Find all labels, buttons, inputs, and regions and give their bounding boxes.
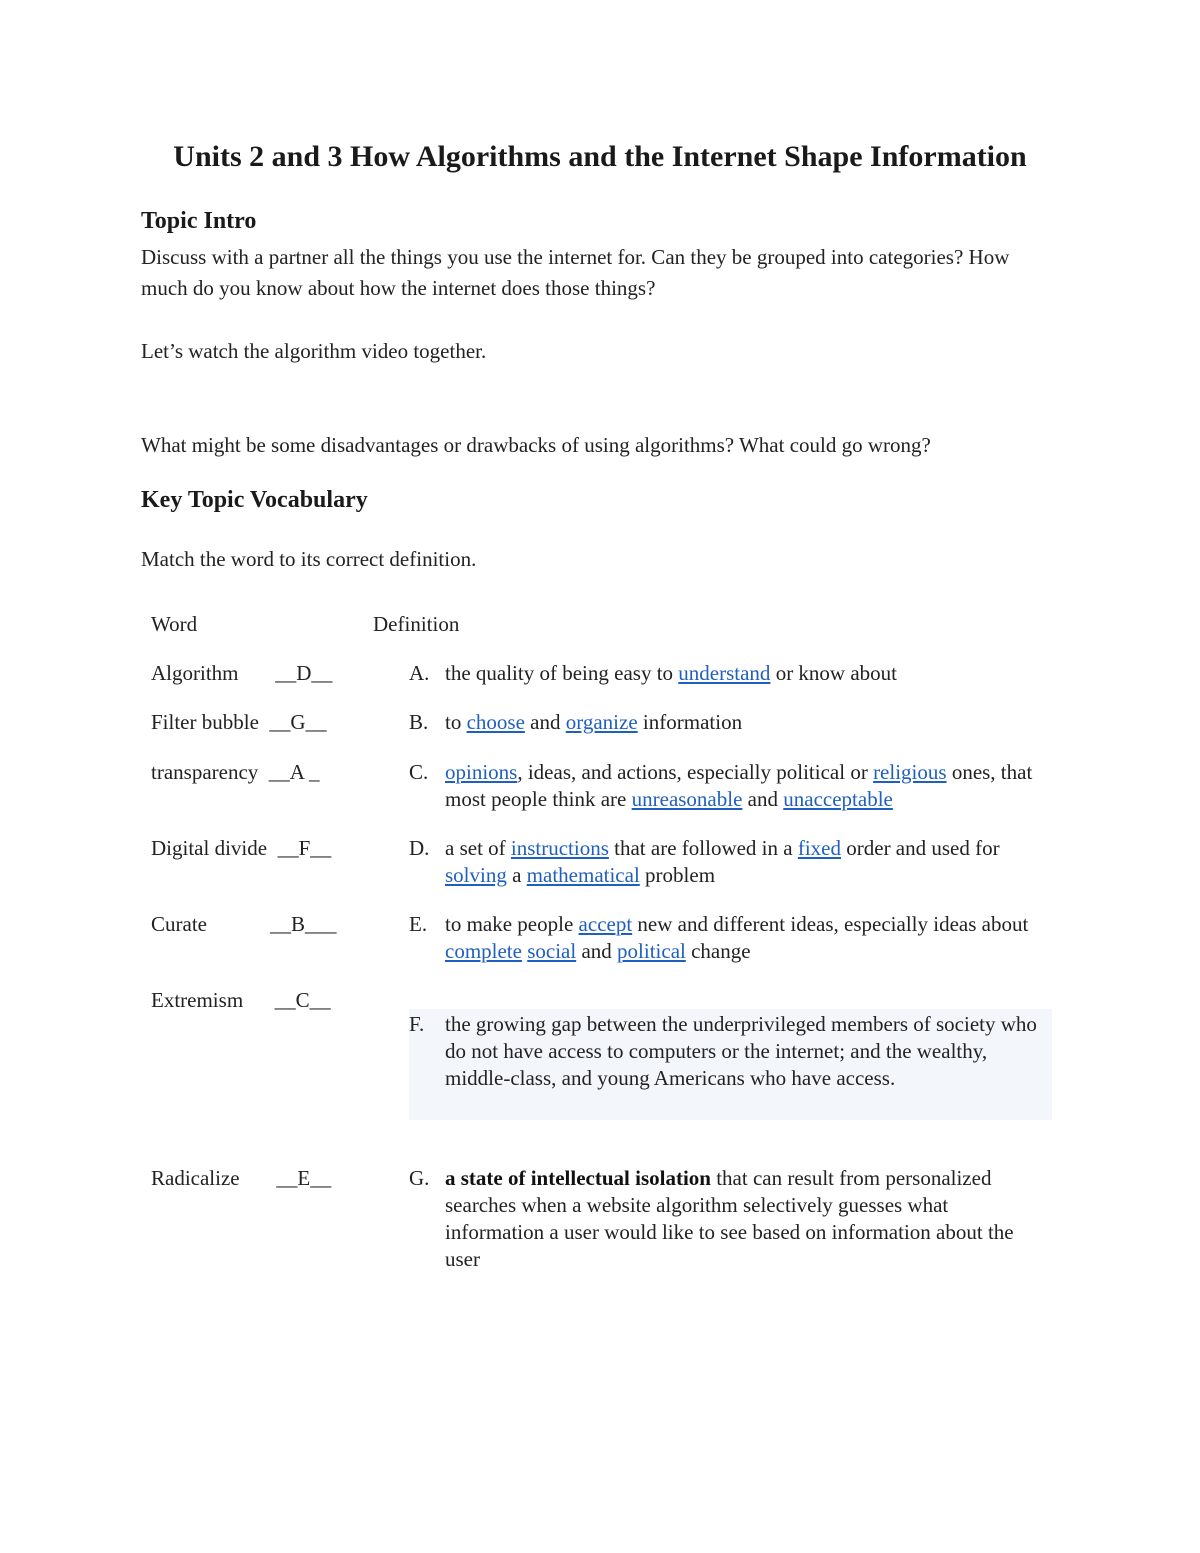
word-algorithm: Algorithm __D__ bbox=[151, 661, 333, 685]
definition-d: D. a set of instructions that are followed in a fixed order and used for solving a mathematical problem bbox=[409, 836, 1000, 887]
word-curate: Curate __B___ bbox=[151, 912, 337, 936]
word-transparency: transparency __A _ bbox=[151, 760, 320, 784]
definition-letter: A. bbox=[409, 661, 430, 685]
word-digital-divide: Digital divide __F__ bbox=[151, 836, 332, 860]
link-political[interactable]: political bbox=[617, 939, 686, 963]
definition-e: E. to make people accept new and different ideas, especially ideas about complete social and political change bbox=[409, 912, 1029, 963]
definition-letter: C. bbox=[409, 760, 429, 784]
link-religious[interactable]: religious bbox=[873, 760, 947, 784]
link-understand[interactable]: understand bbox=[678, 661, 771, 685]
word-radicalize: Radicalize __E__ bbox=[151, 1166, 332, 1190]
definition-letter: E. bbox=[409, 912, 428, 936]
video-paragraph: Let’s watch the algorithm video together. bbox=[141, 339, 487, 363]
definition-f: F. the growing gap between the underprivileged members of society who do not have access to computers or the internet; and the wealthy, middle-class, and young Americans who have access. bbox=[409, 1009, 1052, 1120]
bold-term: a state of intellectual isolation bbox=[445, 1166, 711, 1190]
definition-c: C. opinions, ideas, and actions, especially political or religious ones, that most people think are unreasonable and unacceptable bbox=[409, 760, 1033, 811]
word-filter-bubble: Filter bubble __G__ bbox=[151, 710, 327, 734]
link-organize[interactable]: organize bbox=[565, 710, 638, 734]
vocabulary-instruction: Match the word to its correct definition. bbox=[141, 547, 477, 571]
word-column-header: Word bbox=[151, 612, 198, 636]
page-title: Units 2 and 3 How Algorithms and the Internet Shape Information bbox=[173, 140, 1027, 173]
definition-g: G. a state of intellectual isolation that can result from personalized searches when a website algorithm selectively guesses what information a user would like to see based on information about the user bbox=[409, 1166, 1014, 1271]
link-fixed[interactable]: fixed bbox=[797, 836, 841, 860]
definition-column-header: Definition bbox=[373, 612, 460, 636]
link-accept[interactable]: accept bbox=[578, 912, 633, 936]
definition-a: A. the quality of being easy to understand or know about bbox=[409, 661, 898, 685]
definition-b: B. to choose and organize information bbox=[409, 710, 743, 734]
link-choose[interactable]: choose bbox=[466, 710, 525, 734]
word-extremism: Extremism __C__ bbox=[151, 988, 331, 1012]
definition-letter: F. bbox=[409, 1012, 425, 1036]
link-complete[interactable]: complete bbox=[445, 939, 522, 963]
topic-intro-heading: Topic Intro bbox=[141, 208, 257, 234]
definition-letter: G. bbox=[409, 1166, 430, 1190]
intro-paragraph: Discuss with a partner all the things you use the internet for. Can they be grouped into categories? How much do you know about how the internet does those things? bbox=[141, 245, 1010, 300]
vocabulary-heading: Key Topic Vocabulary bbox=[141, 487, 368, 513]
link-unreasonable[interactable]: unreasonable bbox=[631, 787, 743, 811]
link-solving[interactable]: solving bbox=[445, 863, 507, 887]
definition-letter: D. bbox=[409, 836, 430, 860]
link-social[interactable]: social bbox=[527, 939, 577, 963]
link-opinions[interactable]: opinions bbox=[445, 760, 518, 784]
drawbacks-question: What might be some disadvantages or drawbacks of using algorithms? What could go wrong? bbox=[141, 433, 931, 457]
definition-letter: B. bbox=[409, 710, 429, 734]
link-mathematical[interactable]: mathematical bbox=[526, 863, 640, 887]
link-instructions[interactable]: instructions bbox=[510, 836, 609, 860]
link-unacceptable[interactable]: unacceptable bbox=[783, 787, 893, 811]
